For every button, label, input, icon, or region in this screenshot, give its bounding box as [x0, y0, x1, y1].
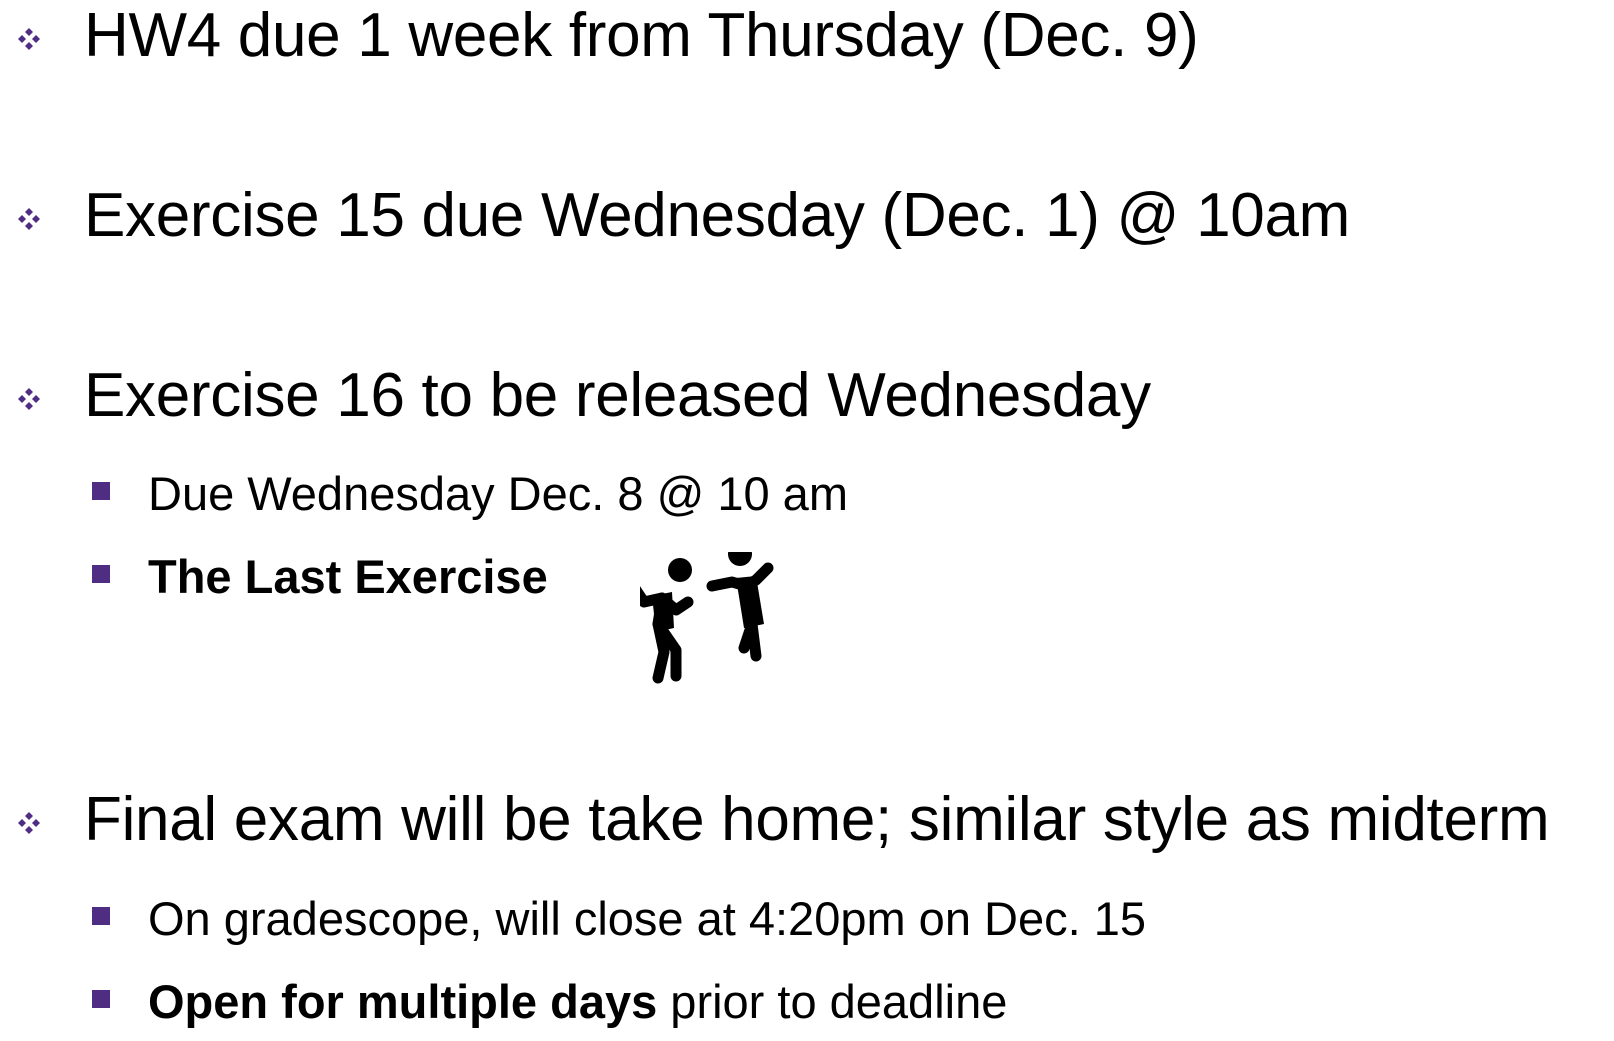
sub-item-open-multiple-days	[0, 972, 1614, 1032]
sub-item-due-date	[0, 464, 1614, 524]
sub-item-bold-text: Open for multiple days	[148, 975, 658, 1028]
dancing-people-icon	[640, 552, 830, 702]
sub-item-text: On gradescope, will close at 4:20pm on Dec. 15	[148, 892, 1146, 945]
bullet-text: Exercise 16 to be released Wednesday	[84, 361, 1151, 430]
bullet-item-exercise-15	[0, 176, 1614, 256]
bullet-item-exercise-16	[0, 356, 1614, 436]
bullet-text: HW4 due 1 week from Thursday (Dec. 9)	[84, 1, 1199, 70]
sub-item-regular-text: prior to deadline	[657, 975, 1008, 1028]
sub-item-text-mixed	[148, 972, 1007, 1032]
bullet-text: Exercise 15 due Wednesday (Dec. 1) @ 10am	[84, 181, 1350, 250]
bullet-item-final-exam	[0, 780, 1614, 860]
four-diamond-bullet-icon	[14, 384, 44, 414]
four-diamond-bullet-icon	[14, 204, 44, 234]
square-bullet-icon	[92, 907, 110, 925]
bullet-item-hw4	[0, 0, 1614, 76]
square-bullet-icon	[92, 565, 110, 583]
square-bullet-icon	[92, 990, 110, 1008]
sub-item-bold-text: The Last Exercise	[148, 550, 548, 603]
four-diamond-bullet-icon	[14, 24, 44, 54]
square-bullet-icon	[92, 482, 110, 500]
bullet-text: Final exam will be take home; similar style as midterm	[84, 785, 1550, 854]
sub-item-text: Due Wednesday Dec. 8 @ 10 am	[148, 467, 848, 520]
four-diamond-bullet-icon	[14, 808, 44, 838]
sub-item-gradescope	[0, 889, 1614, 949]
